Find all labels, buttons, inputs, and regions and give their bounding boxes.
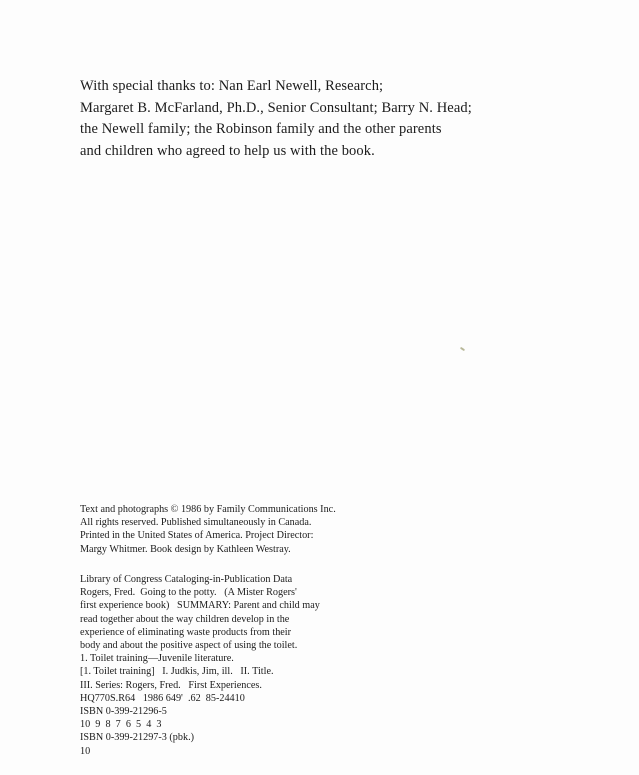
copyright-line: Text and photographs © 1986 by Family Communications Inc. bbox=[80, 504, 336, 515]
cataloging-line: ISBN 0-399-21296-5 bbox=[80, 706, 167, 718]
cataloging-line: [1. Toilet training] I. Judkis, Jim, ill. II. Title. bbox=[80, 666, 274, 678]
acknowledgements-line: With special thanks to: Nan Earl Newell, Research; bbox=[80, 78, 384, 94]
copyright-notice bbox=[80, 503, 380, 556]
acknowledgements bbox=[80, 76, 620, 162]
copyright-line: All rights reserved. Published simultaneously in Canada. bbox=[80, 517, 312, 529]
cataloging-line: first experience book) SUMMARY: Parent and child may bbox=[80, 600, 320, 612]
cataloging-line: Library of Congress Cataloging-in-Publication Data bbox=[80, 574, 293, 585]
cataloging-line: read together about the way children develop in the bbox=[80, 613, 290, 625]
copyright-line: Printed in the United States of America. Project Director: bbox=[80, 530, 314, 542]
cataloging-line: HQ770S.R64 1986 649' .62 85-24410 bbox=[80, 692, 245, 704]
cataloging-data bbox=[80, 573, 380, 758]
cataloging-line: 1. Toilet training—Juvenile literature. bbox=[80, 653, 234, 665]
cataloging-line: ISBN 0-399-21297-3 (pbk.) bbox=[80, 732, 195, 744]
acknowledgements-line: and children who agreed to help us with the book. bbox=[80, 142, 375, 159]
cataloging-line: experience of eliminating waste products from their bbox=[80, 626, 292, 638]
print-speck bbox=[460, 347, 465, 352]
acknowledgements-line: Margaret B. McFarland, Ph.D., Senior Consultant; Barry N. Head; bbox=[80, 99, 472, 116]
cataloging-line: 10 bbox=[80, 745, 91, 757]
cataloging-line: body and about the positive aspect of using the toilet. bbox=[80, 640, 298, 652]
cataloging-line: Rogers, Fred. Going to the potty. (A Mister Rogers' bbox=[80, 587, 297, 599]
acknowledgements-line: the Newell family; the Robinson family and the other parents bbox=[80, 121, 442, 137]
copyright-line: Margy Whitmer. Book design by Kathleen Westray. bbox=[80, 543, 291, 555]
cataloging-line: 10 9 8 7 6 5 4 3 bbox=[80, 719, 162, 731]
cataloging-line: III. Series: Rogers, Fred. First Experiences. bbox=[80, 679, 262, 691]
